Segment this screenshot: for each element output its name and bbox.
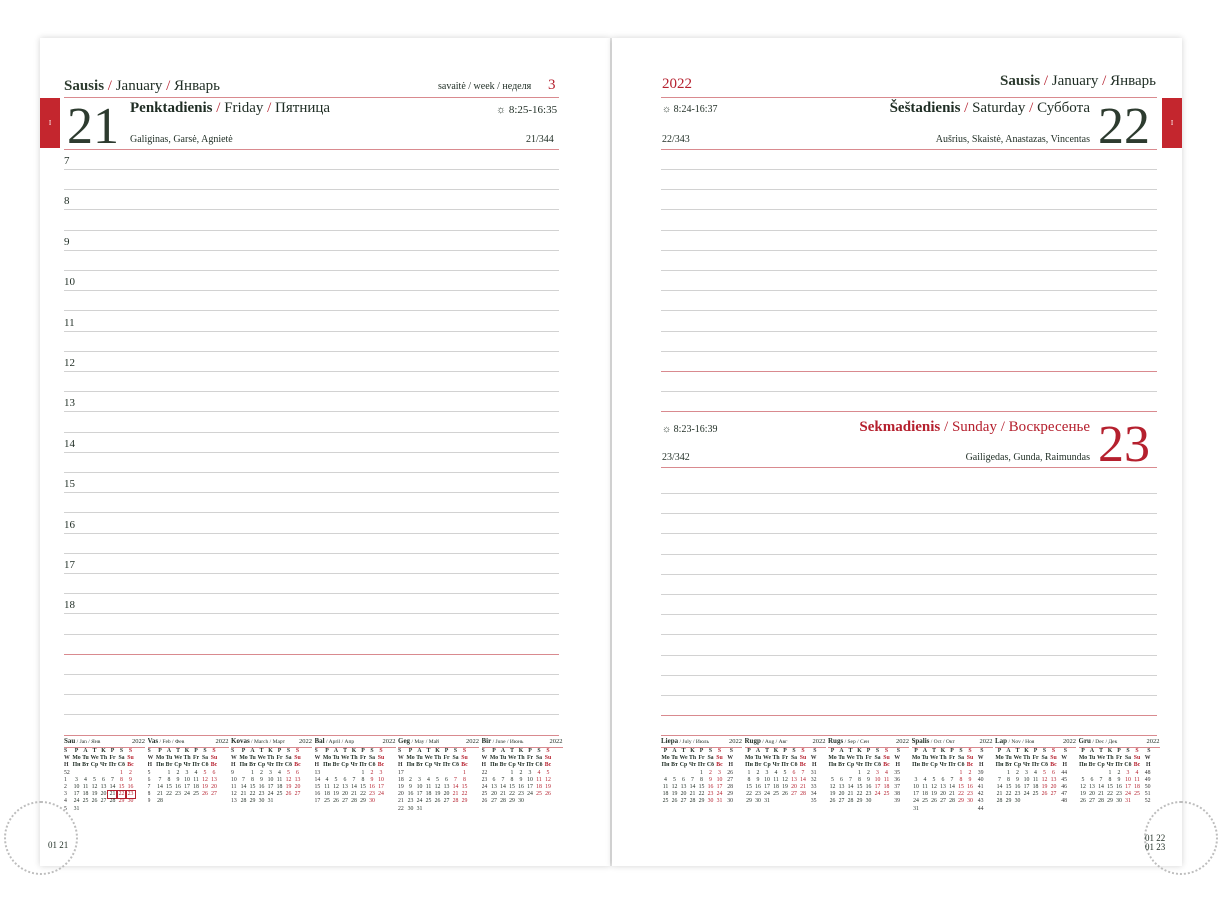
ruled-line [64,674,559,675]
ruled-line [64,270,559,271]
month-en: January [115,78,163,94]
sun-header-rule [661,467,1157,468]
hour-label: 7 [64,155,70,167]
sat-name-days: Aušrius, Skaistė, Anastazas, Vincentas [935,134,1090,145]
ruled-line [64,209,559,210]
month-lt-right: Sausis [1000,73,1041,89]
ruled-line [661,715,1157,716]
decor-dots [4,801,78,875]
month-ru: Январь [174,78,220,94]
hour-label: 14 [64,437,75,450]
ruled-line [661,351,1157,352]
ruled-line [64,411,559,412]
sun-day-of-year: 23/342 [662,452,690,463]
hour-label: 8 [64,195,70,208]
ruled-line [64,512,559,513]
ruled-line [661,230,1157,231]
ruled-line [661,209,1157,210]
mini-calendar-title: Vas / Feb / Фев 2022 [148,738,229,748]
ruled-line [661,270,1157,271]
mini-calendar: Lap / Nov / Ноя 2022 P A T K P Š S S Mo Tu We Th Fr Sa Su W Пн Вт Ср Чт Пт Сб Вс Н 1 2 3 4 5 6 44 7 8 9 10 11 12 13 45 14 15 16 17 18 19 20 46 21 22 23 24 25 26 27 47 28 29 30 48 [995,738,1076,805]
day-of-year: 21/344 [526,134,554,145]
sat-weekday-ru: Суббота [1037,100,1090,116]
left-page [40,38,610,866]
month-tab-label: I [48,119,52,127]
sun-sunrise-sunset: ☼ 8:23-16:39 [662,424,718,435]
sat-weekday-en: Saturday [972,100,1026,116]
ruled-line [64,714,559,715]
month-en-right: January [1051,73,1099,89]
month-header-right: Sausis / January / Январь [1000,73,1156,89]
hour-label: 9 [64,235,70,248]
sat-day-number: 22 [1098,98,1150,155]
ruled-line [64,391,559,392]
ruled-line [661,574,1157,575]
mini-calendar: Bal / April / Апр 2022 S P A T K P Š S W Mo Tu We Th Fr Sa Su Н Пн Вт Ср Чт Пт Сб Вс 13 1 2 3 14 4 5 6 7 8 9 10 15 11 12 13 14 15 16 17 16 18 19 20 21 22 23 24 17 25 26 27 28 29 30 [314,738,396,805]
hour-label: 15 [64,478,75,491]
hour-label: 10 [64,276,75,289]
page-code: 01 21 [48,840,69,850]
ruled-line [64,634,559,635]
ruled-line [661,675,1157,676]
mini-calendar: Spalis / Oct / Окт 2022 P A T K P Š S S Mo Tu We Th Fr Sa Su W Пн Вт Ср Чт Пт Сб Вс Н 1 2 39 3 4 5 6 7 8 9 40 10 11 12 13 14 15 16 41 17 18 19 20 21 22 23 42 24 25 26 27 28 29 30 43 31 44 [911,738,993,812]
mini-calendar: Geg / May / Май 2022 S P A T K P Š S W Mo Tu We Th Fr Sa Su Н Пн Вт Ср Чт Пт Сб Вс 17 1 18 2 3 4 5 6 7 8 19 9 10 11 12 13 14 15 20 16 17 18 19 20 21 22 21 23 24 25 26 27 28 29 22 30 31 [398,738,479,812]
sat-sunrise-sunset: ☼ 8:24-16:37 [662,104,718,115]
mini-calendar-title: Lap / Nov / Ноя 2022 [995,738,1076,748]
mini-calendar: Sau / Jan / Янв 2022 S P A T K P Š S W Mo Tu We Th Fr Sa Su Н Пн Вт Ср Чт Пт Сб Вс 52 1 2 1 3 4 5 6 7 8 9 2 10 11 12 13 14 15 16 3 17 18 19 20 21 22 23 4 24 25 26 27 28 29 30 5 31 [64,738,145,812]
ruled-line [661,695,1157,696]
ruled-line [64,169,559,170]
sun-name-days: Gailigedas, Gunda, Raimundas [965,452,1090,463]
sun-weekday-title: Sekmadienis / Sunday / Воскресенье [859,419,1090,435]
sun-top-rule [661,411,1157,412]
mini-calendar-title: Rugp / Aug / Авг 2022 [745,738,826,748]
ruled-line [661,634,1157,635]
hour-label: 11 [64,316,75,329]
ruled-line [64,472,559,473]
calendar-top-rule [64,735,559,736]
mini-calendar-title: Bir / June / Июнь 2022 [482,738,563,748]
ruled-line [64,331,559,332]
month-lt: Sausis [64,78,105,94]
mini-calendar-title: Rugs / Sep / Сен 2022 [828,738,909,748]
ruled-line [64,250,559,251]
ruled-line [661,554,1157,555]
month-tab-right[interactable] [1162,98,1182,148]
ruled-line [64,613,559,614]
week-number: 3 [548,77,556,93]
ruled-line [64,432,559,433]
mini-calendar-title: Gru / Dec / Дек 2022 [1079,738,1160,748]
ruled-line [661,290,1157,291]
ruled-line [661,189,1157,190]
ruled-line [661,169,1157,170]
ruled-line [661,594,1157,595]
mini-calendar: Bir / June / Июнь 2022 S P A T K P Š S W Mo Tu We Th Fr Sa Su Н Пн Вт Ср Чт Пт Сб Вс 22 1 2 3 4 5 23 6 7 8 9 10 11 12 24 13 14 15 16 17 18 19 25 20 21 22 23 24 25 26 26 27 28 29 30 [481,738,563,805]
ruled-line [661,250,1157,251]
ruled-line [64,492,559,493]
ruled-line [64,189,559,190]
ruled-line [64,593,559,594]
ruled-line [64,573,559,574]
month-tab[interactable] [40,98,60,148]
header-rule-right [661,97,1157,98]
mini-calendar-title: Liepa / July / Июль 2022 [661,738,742,748]
sun-weekday-en: Sunday [951,419,997,435]
ruled-line [64,371,559,372]
mini-calendar-title: Geg / May / Май 2022 [398,738,479,748]
month-ru-right: Январь [1110,73,1156,89]
weekday-en: Friday [224,100,264,116]
weekday-ru: Пятница [275,100,331,116]
ruled-line [64,452,559,453]
hour-label: 12 [64,357,75,369]
mini-calendar: Vas / Feb / Фев 2022 S P A T K P Š S W Mo Tu We Th Fr Sa Su Н Пн Вт Ср Чт Пт Сб Вс 5 1 2 3 4 5 6 6 7 8 9 10 11 12 13 7 14 15 16 17 18 19 20 8 21 22 23 24 25 26 27 9 28 [147,738,229,805]
ruled-line [661,331,1157,332]
mini-calendar: Liepa / July / Июль 2022 P A T K P Š S S Mo Tu We Th Fr Sa Su W Пн Вт Ср Чт Пт Сб Вс Н 1 2 3 26 4 5 6 7 8 9 10 27 11 12 13 14 15 16 17 28 18 19 20 21 22 23 24 29 25 26 27 28 29 30 31 30 [661,738,742,805]
ruled-line [661,614,1157,615]
mini-calendar: Gru / Dec / Дек 2022 P A T K P Š S S Mo Tu We Th Fr Sa Su W Пн Вт Ср Чт Пт Сб Вс Н 1 2 3 4 48 5 6 7 8 9 10 11 49 12 13 14 15 16 17 18 50 19 20 21 22 23 24 25 51 26 27 28 29 30 31 52 [1078,738,1160,805]
ruled-line [661,533,1157,534]
hour-label: 16 [64,518,75,531]
day-number: 21 [67,98,119,155]
mini-calendar-title: Spalis / Oct / Окт 2022 [912,738,993,748]
month-tab-right-label: I [1170,119,1174,127]
name-days: Galiginas, Garsė, Agnietė [130,134,233,145]
mini-calendar-title: Sau / Jan / Янв 2022 [64,738,145,748]
sun-weekday-lt: Sekmadienis [859,419,941,435]
sun-weekday-ru: Воскресенье [1008,419,1090,435]
week-label: savaitė / week / неделя [438,81,532,92]
hour-label: 17 [64,559,75,571]
sun-day-number: 23 [1098,416,1150,473]
ruled-line [661,371,1157,372]
month-header: Sausis / January / Январь [64,78,220,94]
ruled-line [661,513,1157,514]
hour-label: 13 [64,397,75,410]
sat-weekday-title: Šeštadienis / Saturday / Суббота [889,100,1090,116]
right-page [612,38,1182,866]
ruled-line [661,493,1157,494]
weekday-title: Penktadienis / Friday / Пятница [130,100,331,116]
ruled-line [64,230,559,231]
ruled-line [64,533,559,534]
ruled-line [661,391,1157,392]
ruled-line [64,351,559,352]
sunrise-sunset: ☼ 8:25-16:35 [496,104,558,116]
ruled-line [661,655,1157,656]
sat-weekday-lt: Šeštadienis [889,100,961,116]
day-header-rule [64,149,559,150]
calendar-top-rule-right [661,735,1157,736]
ruled-line [64,290,559,291]
mini-calendar-title: Bal / April / Апр 2022 [315,738,396,748]
mini-calendar: Rugs / Sep / Сен 2022 P A T K P Š S S Mo Tu We Th Fr Sa Su W Пн Вт Ср Чт Пт Сб Вс Н 1 2 3 4 35 5 6 7 8 9 10 11 36 12 13 14 15 16 17 18 37 19 20 21 22 23 24 25 38 26 27 28 29 30 39 [828,738,909,805]
ruled-line [64,310,559,311]
ruled-line [661,310,1157,311]
header-rule [64,97,559,98]
ruled-line [64,654,559,655]
ruled-line [64,694,559,695]
hour-label: 18 [64,599,75,612]
mini-calendar: Rugp / Aug / Авг 2022 P A T K P Š S S Mo Tu We Th Fr Sa Su W Пн Вт Ср Чт Пт Сб Вс Н 1 2 3 4 5 6 7 31 8 9 10 11 12 13 14 32 15 16 17 18 19 20 21 33 22 23 24 25 26 27 28 34 29 30 31 35 [744,738,826,805]
ruled-line [64,553,559,554]
weekday-lt: Penktadienis [130,100,213,116]
mini-calendar: Kovas / March / Март 2022 S P A T K P Š S W Mo Tu We Th Fr Sa Su Н Пн Вт Ср Чт Пт Сб Вс 9 1 2 3 4 5 6 10 7 8 9 10 11 12 13 11 14 15 16 17 18 19 20 12 21 22 23 24 25 26 27 13 28 29 30 31 [231,738,312,805]
mini-calendar-title: Kovas / March / Март 2022 [231,738,312,748]
sat-header-rule [661,149,1157,150]
page-code-1: 01 22 [1145,833,1166,843]
year-label: 2022 [662,76,692,92]
sat-day-of-year: 22/343 [662,134,690,145]
page-code-2: 01 23 [1145,842,1166,852]
